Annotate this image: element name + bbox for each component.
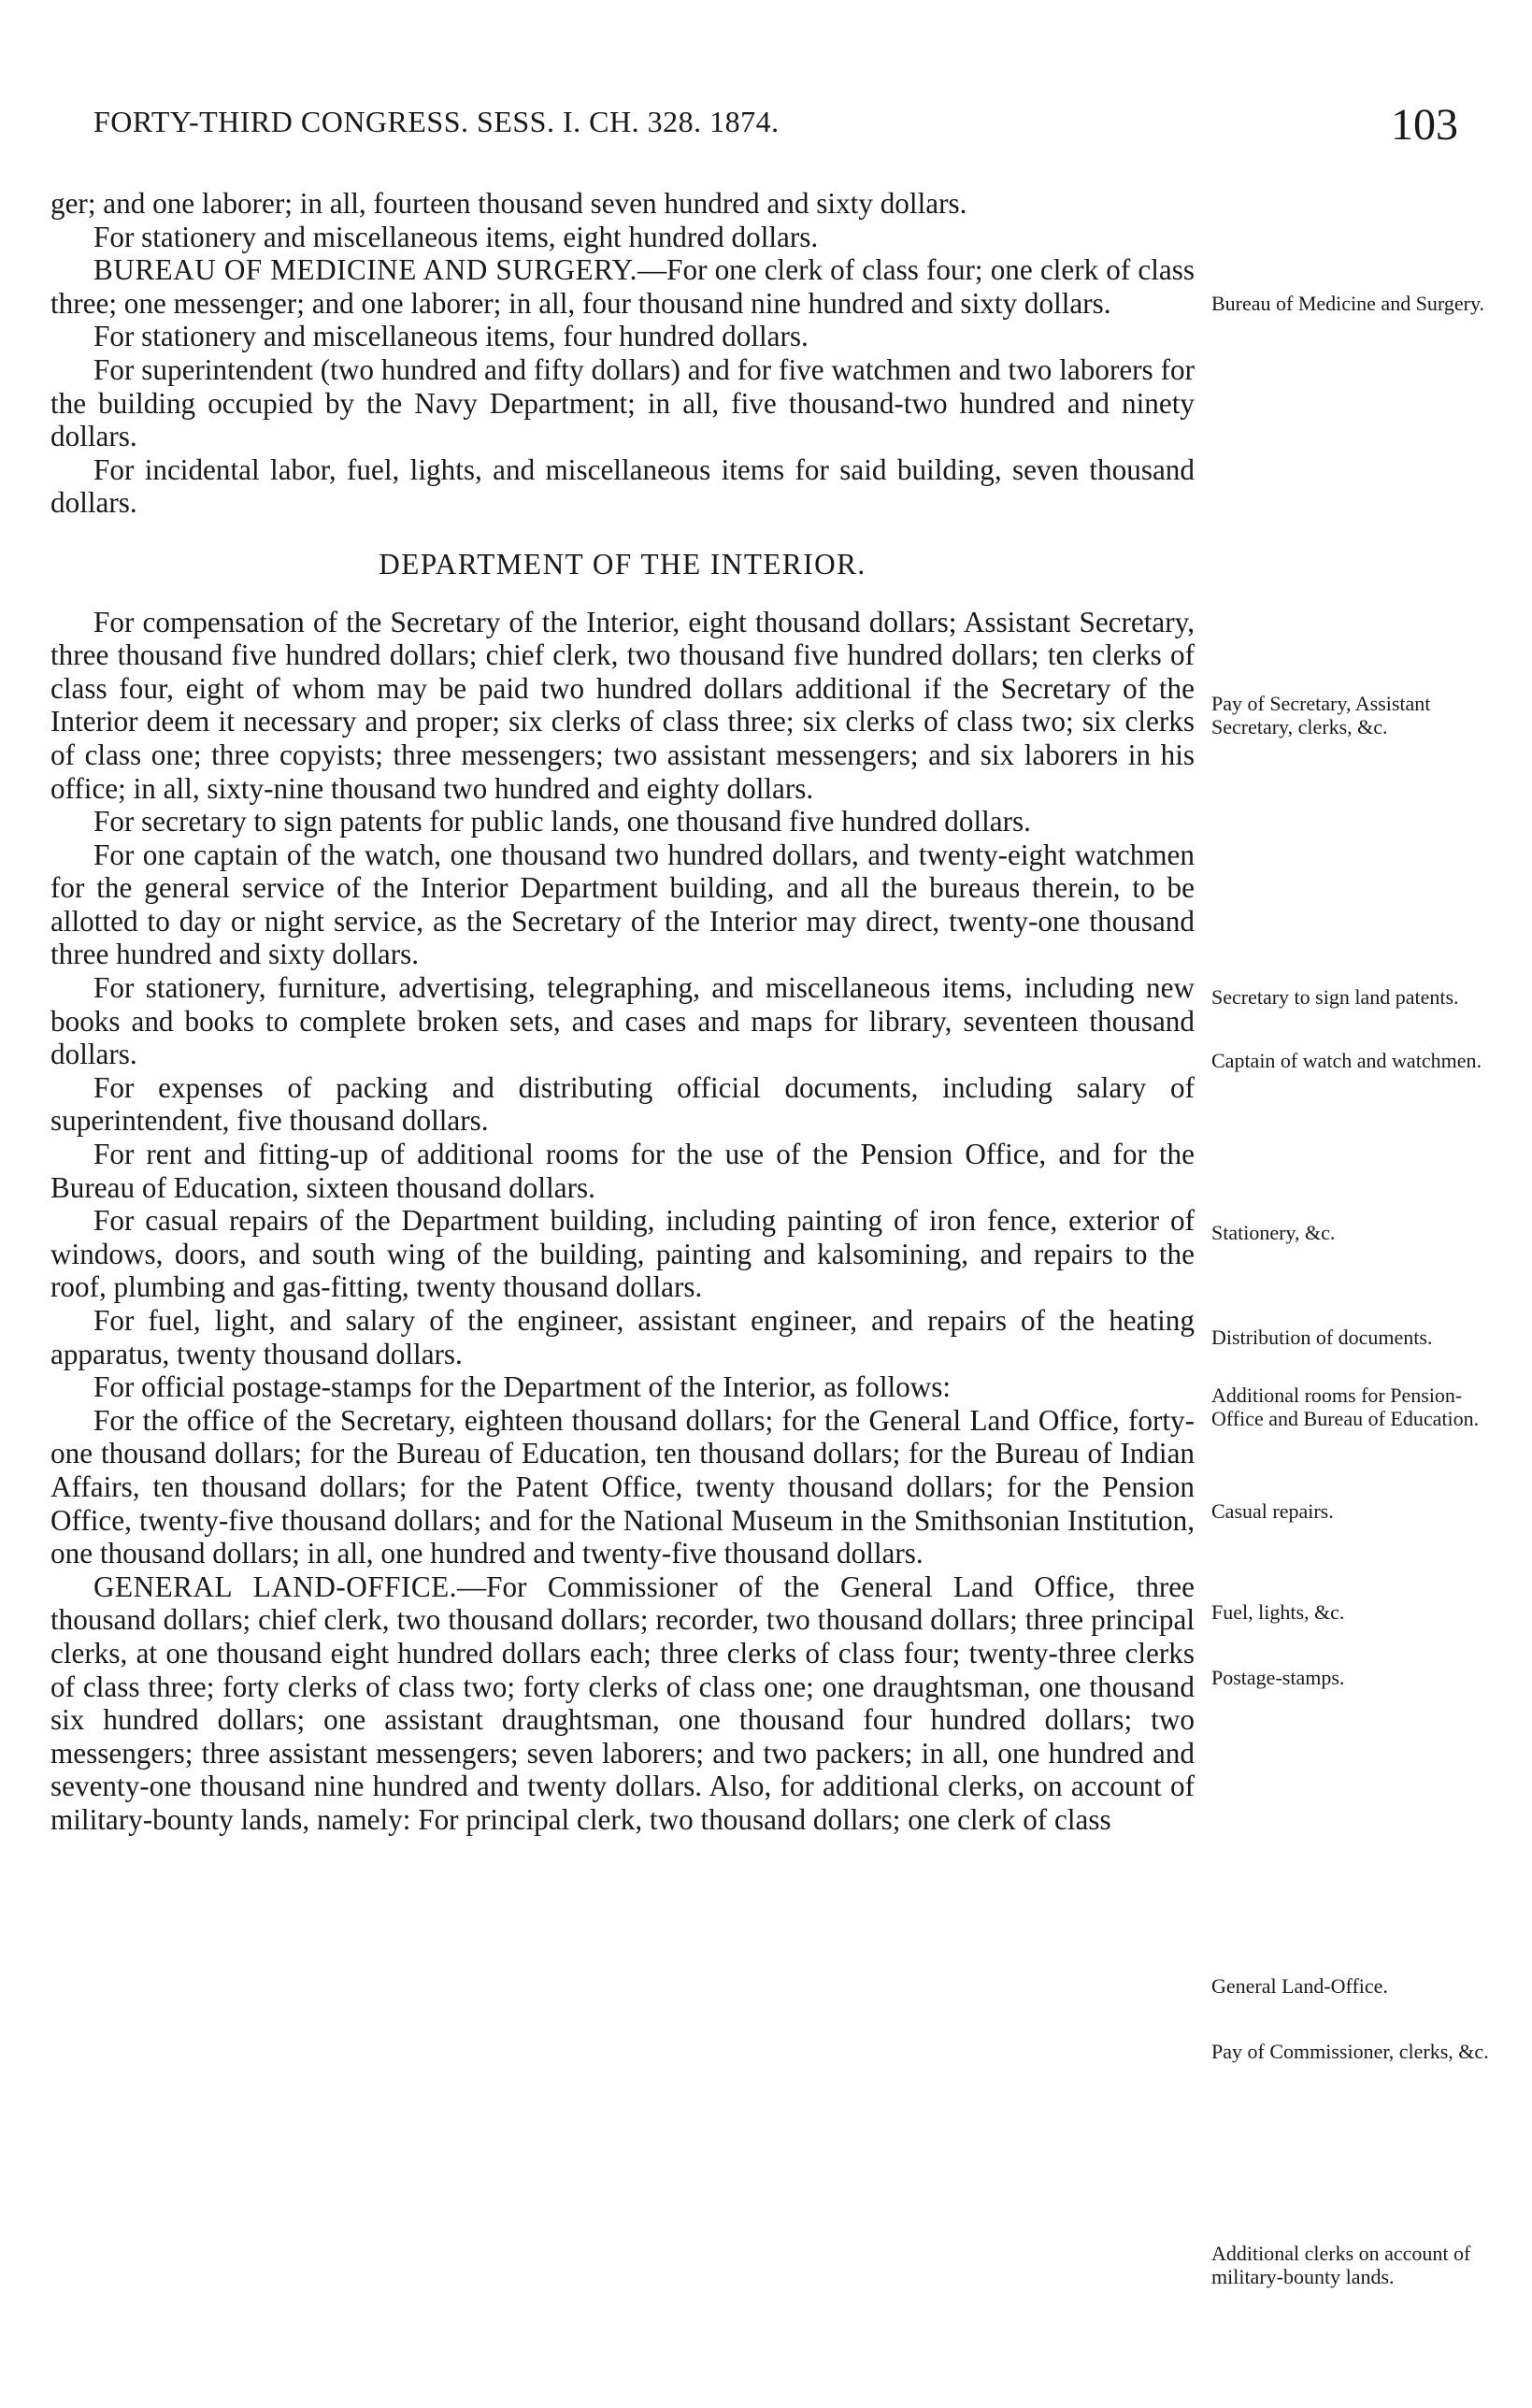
paragraph: For stationery, furniture, advertising, telegraphing, and miscellaneous items, including new books and books to complete broken sets, and cases and maps for library, seventeen thousand dollars. [50,971,1195,1071]
paragraph: For casual repairs of the Department building, including painting of iron fence, exterior of windows, doors, and south wing of the building, painting and kalsomining, and repairs to the roof, plumbing and gas-fitting, twenty thousand dollars. [50,1204,1195,1304]
paragraph-text: —For Commissioner of the General Land Office, three thousand dollars; chief clerk, two thousand dollars; recorder, two thousand dollars; three principal clerks, at one thousand eight hundred dollars each; three clerks of class four; twenty-three clerks of class three; forty clerks of class two; forty clerks of class one; one draughtsman, one thousand six hundred dollars; one assistant draughtsman, one thousand four hundred dollars; two messengers; three assistant messengers; seven laborers; and two packers; in all, one hundred and seventy-one thousand nine hundred and twenty dollars. Also, for additional clerks, on account of military-bounty lands, namely: For principal clerk, two thousand dollars; one clerk of class [50,1570,1195,1836]
margin-note: Distribution of documents. [1211,1326,1433,1349]
margin-note: Additional rooms for Pension-Office and Bureau of Education. [1211,1383,1480,1430]
margin-note: Additional clerks on account of military-bounty lands. [1211,2242,1471,2288]
paragraph: For secretary to sign patents for public lands, one thousand five hundred dollars. [93,805,1031,838]
paragraph: For fuel, light, and salary of the engineer, assistant engineer, and repairs of the heating apparatus, twenty thousand dollars. [50,1304,1195,1370]
paragraph-text: —For one clerk of class four; one clerk of class three; one messenger; and one laborer; in all, four thousand nine hundred and sixty dollars. [50,253,1195,320]
paragraph: For stationery and miscellaneous items, eight hundred dollars. [93,220,819,253]
margin-note: Stationery, &c. [1211,1221,1336,1244]
margin-note: General Land-Office. [1211,1974,1388,1998]
paragraph: For rent and fitting-up of additional rooms for the use of the Pension Office, and for the Bureau of Education, sixteen thousand dollars. [50,1138,1195,1204]
section-heading: DEPARTMENT OF THE INTERIOR. [379,547,866,580]
paragraph: For compensation of the Secretary of the Interior, eight thousand dollars; Assistant Secretary, three thousand five hundred dollars; chief clerk, two thousand five hundred dollars; ten clerks of class four, eight of whom may be paid two hundred dollars additional if the Secretary of the Interior deem it necessary and proper; six clerks of class three; six clerks of class two; six clerks of class one; three copyists; three messengers; two assistant messengers; and six laborers in his office; in all, sixty-nine thousand two hundred and eighty dollars. [50,605,1195,805]
main-text [50,187,1195,1837]
running-title: FORTY-THIRD CONGRESS. SESS. I. CH. 328. 1874. [93,105,780,138]
section-lead: BUREAU OF MEDICINE AND SURGERY. [93,253,637,287]
section-lead: GENERAL LAND-OFFICE. [93,1570,457,1603]
paragraph: For official postage-stamps for the Department of the Interior, as follows: [93,1370,952,1404]
paragraph: For incidental labor, fuel, lights, and miscellaneous items for said building, seven thousand dollars. [50,452,1195,520]
margin-note: Secretary to sign land patents. [1211,985,1459,1009]
margin-note: Postage-stamps. [1211,1666,1345,1689]
paragraph [50,253,1195,320]
margin-note: Pay of Commissioner, clerks, &c. [1211,2040,1489,2063]
margin-note: Captain of watch and watchmen. [1211,1049,1482,1072]
page-number: 103 [1391,100,1458,150]
margin-note: Bureau of Medicine and Surgery. [1211,292,1485,315]
paragraph [50,1570,1195,1837]
paragraph: For one captain of the watch, one thousand two hundred dollars, and twenty-eight watchmen for the general service of the Interior Department building, and all the bureaus therein, to be allotted to day or night service, as the Secretary of the Interior may direct, twenty-one thousand three hundred and sixty dollars. [50,838,1195,971]
margin-note: Casual repairs. [1211,1499,1334,1523]
paragraph: For stationery and miscellaneous items, four hundred dollars. [93,320,809,353]
margin-note: Fuel, lights, &c. [1211,1600,1345,1624]
margin-note: Pay of Secretary, Assistant Secretary, clerks, &c. [1211,692,1431,738]
paragraph: For superintendent (two hundred and fifty dollars) and for five watchmen and two laborers for the building occupied by the Navy Department; in all, five thousand-two hundred and ninety dollars. [50,352,1195,453]
paragraph: For expenses of packing and distributing official documents, including salary of superintendent, five thousand dollars. [50,1070,1195,1138]
paragraph: For the office of the Secretary, eighteen thousand dollars; for the General Land Office, forty-one thousand dollars; for the Bureau of Education, ten thousand dollars; for the Bureau of Indian Affairs, ten thousand dollars; for the Patent Office, twenty thousand dollars; for the Pension Office, twenty-five thousand dollars; and for the National Museum in the Smithsonian Institution, one thousand dollars; in all, one hundred and twenty-five thousand dollars. [50,1403,1195,1570]
page-header [93,100,1458,151]
paragraph: ger; and one laborer; in all, fourteen thousand seven hundred and sixty dollars. [50,187,967,220]
